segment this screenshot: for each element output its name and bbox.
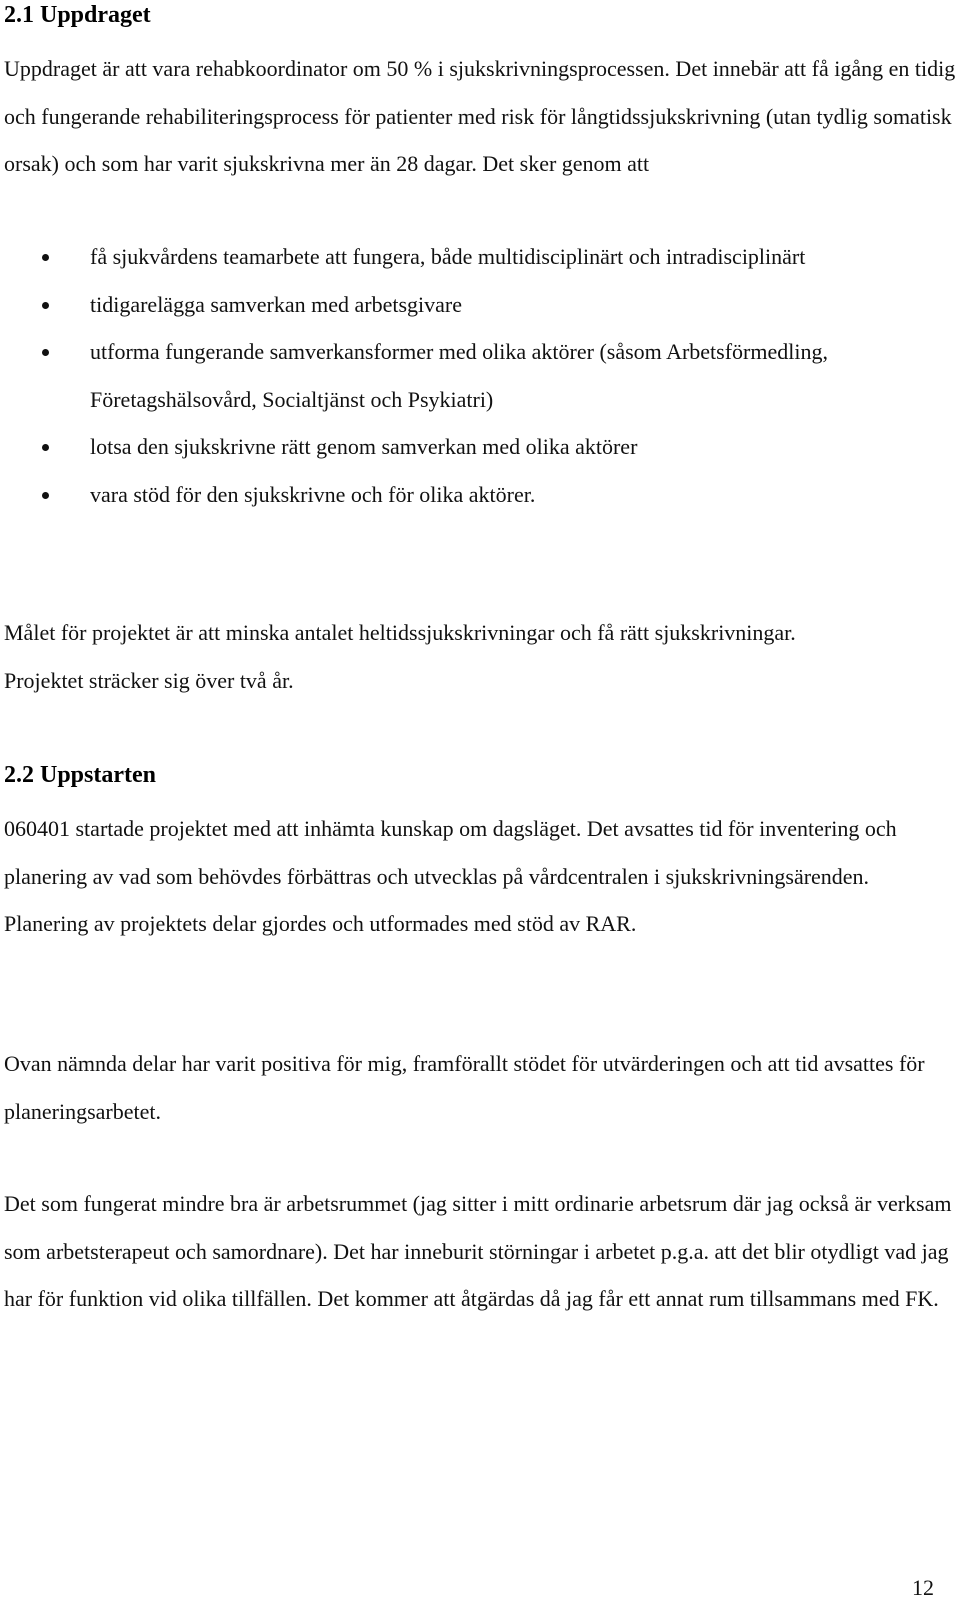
paragraph-uppdraget-intro: Uppdraget är att vara rehabkoordinator om 50 % i sjukskrivningsprocessen. Det innebär att få igång en tidig och fungerande rehabiliteringsprocess för patienter med risk för långtidssjukskrivning (utan tydlig somatisk orsak) och som har varit sjukskrivna mer än 28 dagar. Det sker genom att bbox=[4, 56, 956, 176]
bullet-icon bbox=[42, 444, 49, 451]
paragraph-goal: Målet för projektet är att minska antalet heltidssjukskrivningar och få rätt sjukskrivningar. Projektet sträcker sig över två år. bbox=[4, 620, 796, 693]
bullet-icon bbox=[42, 492, 49, 499]
list-item bbox=[4, 281, 956, 329]
list-item-text: få sjukvårdens teamarbete att fungera, både multidisciplinärt och intradisciplinärt bbox=[90, 244, 806, 269]
page-number: 12 bbox=[912, 1575, 934, 1600]
paragraph-uppstarten-2: Ovan nämnda delar har varit positiva för mig, framförallt stödet för utvärderingen och att tid avsattes för planeringsarbetet. bbox=[4, 1051, 925, 1124]
section-heading-uppdraget: 2.1 Uppdraget bbox=[4, 2, 151, 28]
list-item-text: lotsa den sjukskrivne rätt genom samverkan med olika aktörer bbox=[90, 434, 638, 459]
list-item bbox=[4, 423, 956, 471]
paragraph-uppstarten-3: Det som fungerat mindre bra är arbetsrummet (jag sitter i mitt ordinarie arbetsrum där jag också är verksam som arbetsterapeut och samordnare). Det har inneburit störningar i arbetet p.g.a. att det blir otydligt vad jag har för funktion vid olika tillfällen. Det kommer att åtgärdas då jag får ett annat rum tillsammans med FK. bbox=[4, 1191, 952, 1311]
list-item-text: tidigarelägga samverkan med arbetsgivare bbox=[90, 291, 463, 317]
list-item bbox=[4, 233, 956, 281]
bullet-icon bbox=[42, 302, 49, 309]
bullet-list bbox=[4, 233, 956, 518]
bullet-icon bbox=[42, 349, 49, 356]
paragraph-uppstarten-1: 060401 startade projektet med att inhämta kunskap om dagsläget. Det avsattes tid för inventering och planering av vad som behövdes förbättras och utvecklas på vårdcentralen i sjukskrivningsärenden. Planering av projektets delar gjordes och utformades med stöd av RAR. bbox=[4, 816, 897, 936]
list-item-text: utforma fungerande samverkansformer med olika aktörer (såsom Arbetsförmedling, Företagshälsovård, Socialtjänst och Psykiatri) bbox=[90, 339, 828, 412]
list-item bbox=[4, 328, 956, 423]
list-item bbox=[4, 471, 956, 519]
bullet-icon bbox=[42, 254, 49, 261]
section-heading-uppstarten: 2.2 Uppstarten bbox=[4, 762, 157, 788]
list-item-text: vara stöd för den sjukskrivne och för olika aktörer. bbox=[90, 481, 536, 507]
